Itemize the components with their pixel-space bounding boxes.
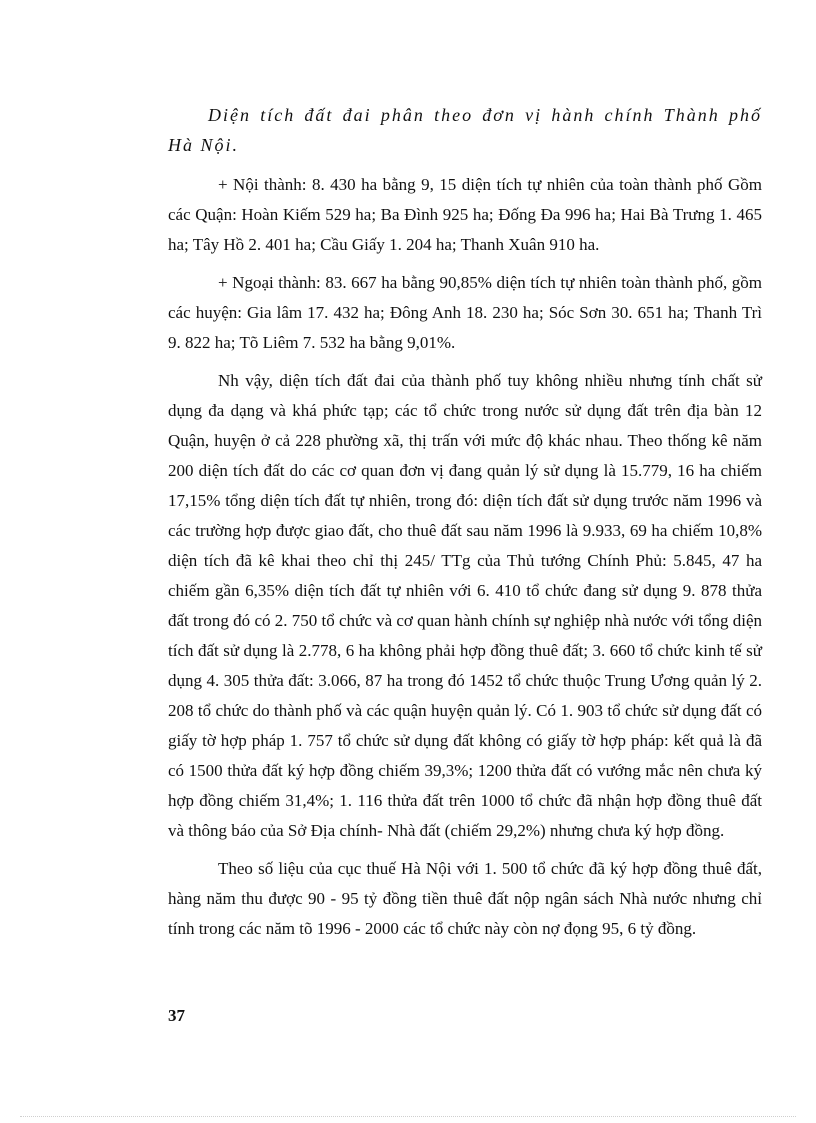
paragraph-outer-city: + Ngoại thành: 83. 667 ha bằng 90,85% diện tích tự nhiên toàn thành phố, gồm các huyện: Gia lâm 17. 432 ha; Đông Anh 18. 230 ha; Sóc Sơn 30. 651 ha; Thanh Trì 9. 822 ha; Tõ Liêm 7. 532 ha bằng 9,01%.	[168, 273, 762, 352]
page-content	[168, 100, 762, 952]
paragraph-tax-data: Theo số liệu của cục thuế Hà Nội với 1. 500 tổ chức đã ký hợp đồng thuê đất, hàng năm thu được 90 - 95 tỷ đồng tiền thuê đất nộp ngân sách Nhà nước nhưng chỉ tính trong các năm tõ 1996 - 2000 các tổ chức này còn nợ đọng 95, 6 tỷ đồng.	[168, 859, 762, 938]
page-number: 37	[168, 1006, 185, 1025]
paragraph-inner-city: + Nội thành: 8. 430 ha bằng 9, 15 diện tích tự nhiên của toàn thành phố Gồm các Quận: Hoàn Kiếm 529 ha; Ba Đình 925 ha; Đống Đa 996 ha; Hai Bà Trưng 1. 465 ha; Tây Hồ 2. 401 ha; Cầu Giấy 1. 204 ha; Thanh Xuân 910 ha.	[168, 175, 762, 254]
section-heading: Diện tích đất đai phân theo đơn vị hành chính Thành phố Hà Nội.	[168, 105, 762, 155]
paragraph-land-usage: Nh vậy, diện tích đất đai của thành phố tuy không nhiều nhưng tính chất sử dụng đa dạng và khá phức tạp; các tổ chức trong nước sử dụng đất trên địa bàn 12 Quận, huyện ở cả 228 phường xã, thị trấn với mức độ khác nhau. Theo thống kê năm 200 diện tích đất do các cơ quan đơn vị đang quản lý sử dụng là 15.779, 16 ha chiếm 17,15% tổng diện tích đất tự nhiên, trong đó: diện tích đất sử dụng trước năm 1996 và các trường hợp được giao đất, cho thuê đất sau năm 1996 là 9.933, 69 ha chiếm 10,8% diện tích đã kê khai theo chỉ thị 245/ TTg của Thủ tướng Chính Phủ: 5.845, 47 ha chiếm gần 6,35% diện tích đất tự nhiên với 6. 410 tổ chức đang sử dụng 9. 878 thửa đất trong đó có 2. 750 tổ chức và cơ quan hành chính sự nghiệp nhà nước với tổng diện tích đất sử dụng là 2.778, 6 ha không phải hợp đồng thuê đất; 3. 660 tổ chức kinh tế sử dụng 4. 305 thửa đất: 3.066, 87 ha trong đó 1452 tổ chức thuộc Trung Ương quản lý 2. 208 tổ chức do thành phố và các quận huyện quản lý. Có 1. 903 tổ chức sử dụng đất có giấy tờ hợp pháp 1. 757 tổ chức sử dụng đất không có giấy tờ hợp pháp: kết quả là đã có 1500 thửa đất ký hợp đồng chiếm 39,3%; 1200 thửa đất có vướng mắc nên chưa ký hợp đồng chiếm 31,4%; 1. 116 thửa đất trên 1000 tổ chức đã nhận hợp đồng thuê đất và thông báo của Sở Địa chính- Nhà đất (chiếm 29,2%) nhưng chưa ký hợp đồng.	[168, 371, 762, 840]
page-bottom-divider	[20, 1116, 796, 1117]
